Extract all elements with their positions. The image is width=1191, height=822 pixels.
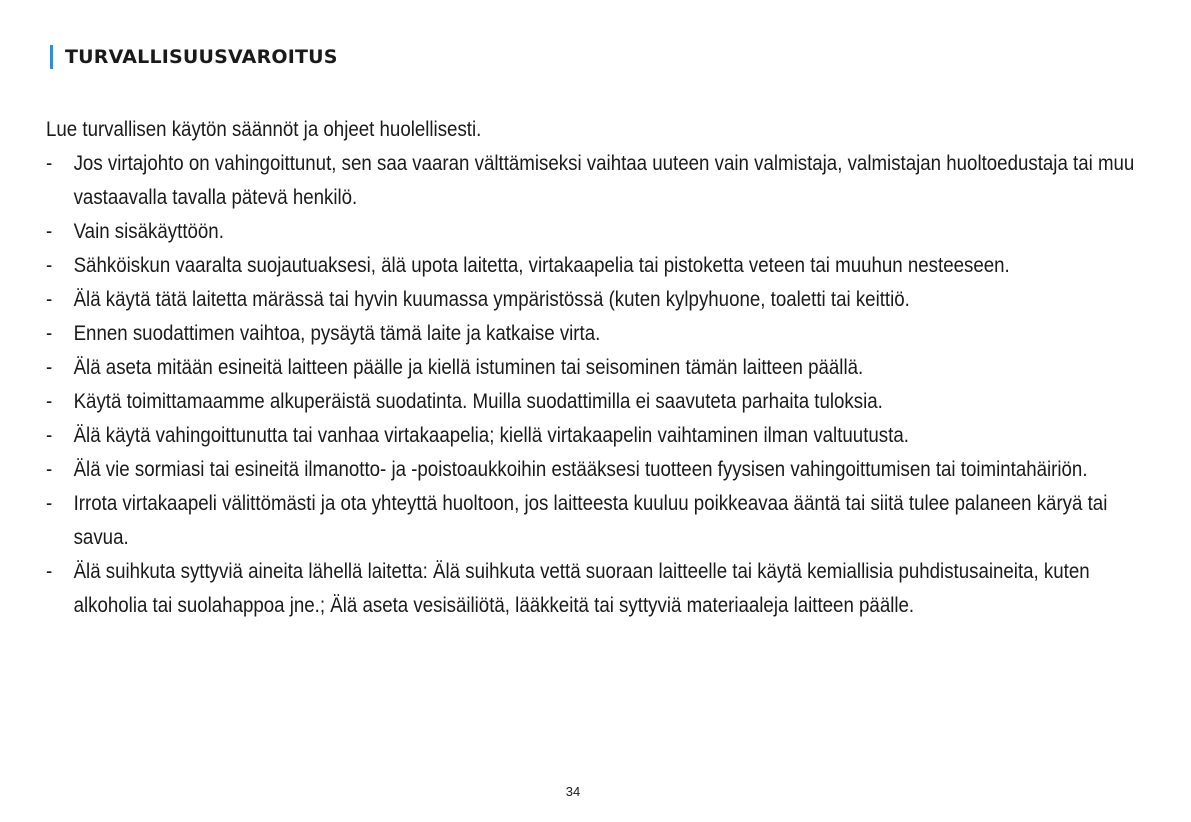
list-item-text: Irrota virtakaapeli välittömästi ja ota yhteyttä huoltoon, jos laitteesta kuuluu poikkeavaa ääntä tai siitä tulee palaneen käryä tai savua. [73,492,1108,549]
list-item [46,453,1150,487]
list-item-text: Älä aseta mitään esineitä laitteen päälle ja kiellä istuminen tai seisominen tämän laitteen päällä. [73,356,864,379]
list-item-text: Vain sisäkäyttöön. [73,220,224,243]
bullet-dash: - [46,288,53,311]
list-item-text: Älä käytä tätä laitetta märässä tai hyvin kuumassa ympäristössä (kuten kylpyhuone, toaletti tai keittiö. [73,288,910,311]
bullet-dash: - [46,390,53,413]
list-item [46,317,1150,351]
list-item-text: Älä suihkuta syttyviä aineita lähellä laitetta: Älä suihkuta vettä suoraan laitteelle tai käytä kemiallisia puhdistusaineita, kuten alkoholia tai suolahappoa jne.; Älä aseta vesisäiliötä, lääkkeitä tai syttyviä materiaaleja laitteen päälle. [73,560,1090,617]
bullet-dash: - [46,356,53,379]
heading-accent-bar [50,45,53,69]
bullet-dash: - [46,152,53,175]
list-item [46,419,1150,453]
list-item-text: Käytä toimittamaamme alkuperäistä suodatinta. Muilla suodattimilla ei saavuteta parhaita tuloksia. [73,390,883,413]
list-item [46,385,1150,419]
list-item [46,283,1150,317]
bullet-dash: - [46,254,53,277]
section-heading [50,44,338,70]
list-item [46,351,1150,385]
list-item-text: Älä vie sormiasi tai esineitä ilmanotto- ja -poistoaukkoihin estääksesi tuotteen fyysisen vahingoittumisen tai toimintahäiriön. [73,458,1088,481]
intro-text: Lue turvallisen käytön säännöt ja ohjeet huolellisesti. [46,118,482,141]
page-number: 34 [565,784,581,799]
bullet-dash: - [46,424,53,447]
list-item-text: Sähköiskun vaaralta suojautuaksesi, älä upota laitetta, virtakaapelia tai pistoketta veteen tai muuhun nesteeseen. [73,254,1010,277]
list-item [46,249,1150,283]
bullet-dash: - [46,492,53,515]
list-item-text: Ennen suodattimen vaihtoa, pysäytä tämä laite ja katkaise virta. [73,322,601,345]
bullet-dash: - [46,458,53,481]
list-item [46,215,1150,249]
list-item [46,147,1150,215]
section-title: TURVALLISUUSVAROITUS [65,46,338,68]
list-item-text: Jos virtajohto on vahingoittunut, sen saa vaaran välttämiseksi vaihtaa uuteen vain valmistaja, valmistajan huoltoedustaja tai muu vastaavalla tavalla pätevä henkilö. [73,152,1135,209]
list-item [46,487,1150,555]
list-item [46,555,1150,623]
bullet-dash: - [46,220,53,243]
safety-warning-list [46,147,1150,623]
list-item-text: Älä käytä vahingoittunutta tai vanhaa virtakaapelia; kiellä virtakaapelin vaihtaminen ilman valtuutusta. [73,424,909,447]
safety-content [46,113,1135,623]
bullet-dash: - [46,560,53,583]
bullet-dash: - [46,322,53,345]
